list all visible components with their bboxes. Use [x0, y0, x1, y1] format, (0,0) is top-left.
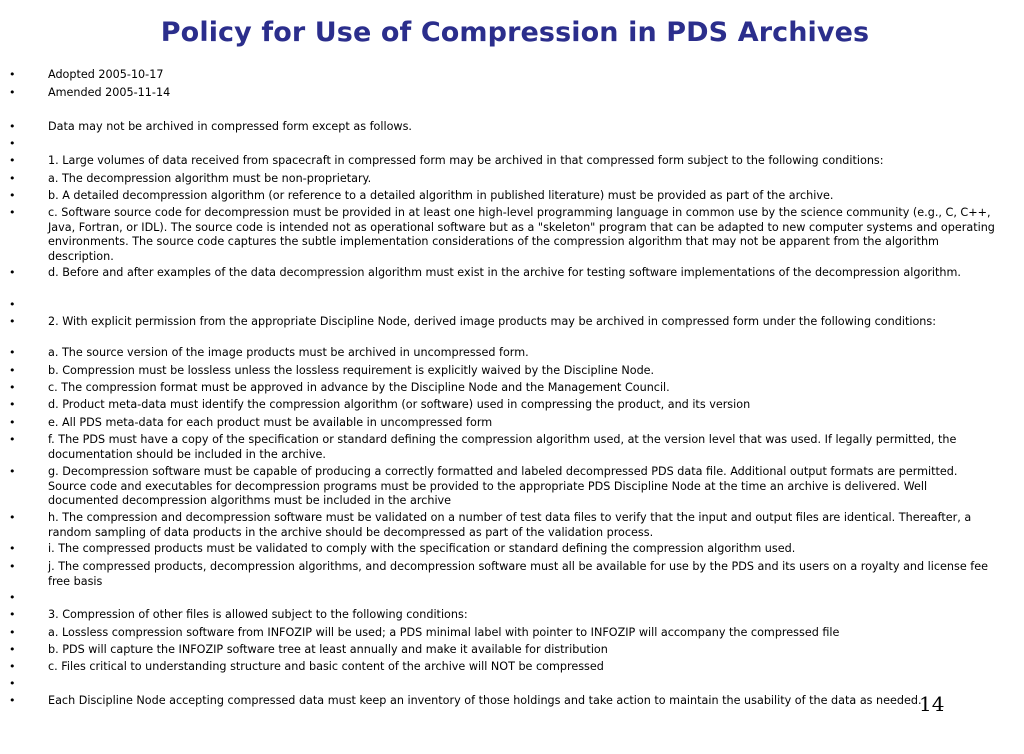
bullet-icon: •: [9, 346, 16, 359]
bullet-icon: •: [9, 677, 16, 690]
list-item-text: a. Lossless compression software from INFOZIP will be used; a PDS minimal label with pointer to INFOZIP will accompany the compressed file: [48, 626, 840, 639]
page-title: Policy for Use of Compression in PDS Archives: [160, 17, 870, 48]
list-item-text: h. The compression and decompression software must be validated on a number of test data files to verify that the input and output files are identical. Thereafter, a random sampling of data products in the archive should be decompressed as part of the validation process.: [48, 511, 972, 539]
bullet-icon: •: [9, 465, 16, 478]
list-item-text: c. Software source code for decompression must be provided in at least one high-level programming language in common use by the science community (e.g., C, C++, Java, Fortran, or IDL). The source code is intended not as operational software but as a "skeleton" program that can be adapted to new computer systems and operating environments. The source code captures the subtle implementation considerations of the compression algorithm that may not be apparent from the algorithm description.: [48, 206, 995, 263]
bullet-icon: •: [9, 298, 16, 311]
bullet-icon: •: [9, 560, 16, 573]
bullet-icon: •: [9, 433, 16, 446]
list-item-text: a. The source version of the image products must be archived in uncompressed form.: [48, 346, 529, 359]
list-item-text: b. A detailed decompression algorithm (or reference to a detailed algorithm in published literature) must be provided as part of the archive.: [48, 189, 834, 202]
bullet-icon: •: [9, 154, 16, 167]
list-item-text: e. All PDS meta-data for each product must be available in uncompressed form: [48, 416, 493, 429]
list-item-text: i. The compressed products must be validated to comply with the specification or standard defining the compression algorithm used.: [48, 542, 796, 555]
bullet-icon: •: [9, 511, 16, 524]
bullet-icon: •: [9, 206, 16, 219]
list-item-text: f. The PDS must have a copy of the specification or standard defining the compression algorithm used, at the version level that was used. If legally permitted, the documentation should be included in the archive.: [48, 433, 957, 461]
page-number: 14: [919, 692, 945, 716]
bullet-icon: •: [9, 189, 16, 202]
bullet-icon: •: [9, 266, 16, 279]
bullet-icon: •: [9, 660, 16, 673]
bullet-icon: •: [9, 398, 16, 411]
bullet-icon: •: [9, 315, 16, 328]
bullet-icon: •: [9, 68, 16, 81]
bullet-icon: •: [9, 381, 16, 394]
list-item-text: b. Compression must be lossless unless the lossless requirement is explicitly waived by the Discipline Node.: [48, 364, 655, 377]
list-item-text: d. Before and after examples of the data decompression algorithm must exist in the archive for testing software implementations of the decompression algorithm.: [48, 266, 961, 279]
bullet-icon: •: [9, 542, 16, 555]
list-item-text: 1. Large volumes of data received from spacecraft in compressed form may be archived in that compressed form subject to the following conditions:: [48, 154, 884, 167]
list-item-text: g. Decompression software must be capable of producing a correctly formatted and labeled decompressed PDS data file. Additional output formats are permitted. Source code and executables for decompression programs must be provided to the appropriate PDS Discipline Node at the time an archive is delivered. Well documented decompression algorithms must be included in the archive: [48, 465, 958, 507]
list-item-text: b. PDS will capture the INFOZIP software tree at least annually and make it available for distribution: [48, 643, 608, 656]
bullet-icon: •: [9, 120, 16, 133]
list-item-text: 2. With explicit permission from the appropriate Discipline Node, derived image products may be archived in compressed form under the following conditions:: [48, 315, 936, 328]
list-item-text: c. Files critical to understanding structure and basic content of the archive will NOT be compressed: [48, 660, 604, 673]
bullet-icon: •: [9, 643, 16, 656]
list-item-text: Amended 2005-11-14: [48, 86, 171, 99]
bullet-icon: •: [9, 86, 16, 99]
list-item-text: c. The compression format must be approved in advance by the Discipline Node and the Management Council.: [48, 381, 670, 394]
bullet-icon: •: [9, 626, 16, 639]
bullet-icon: •: [9, 364, 16, 377]
list-item-text: 3. Compression of other files is allowed subject to the following conditions:: [48, 608, 468, 621]
bullet-icon: •: [9, 416, 16, 429]
list-item-text: j. The compressed products, decompression algorithms, and decompression software must all be available for use by the PDS and its users on a royalty and license fee free basis: [48, 560, 988, 588]
bullet-icon: •: [9, 172, 16, 185]
list-item-text: Adopted 2005-10-17: [48, 68, 164, 81]
list-item-text: Data may not be archived in compressed form except as follows.: [48, 120, 412, 133]
bullet-icon: •: [9, 591, 16, 604]
bullet-icon: •: [9, 694, 16, 707]
list-item-text: a. The decompression algorithm must be non-proprietary.: [48, 172, 372, 185]
bullet-icon: •: [9, 137, 16, 150]
bullet-icon: •: [9, 608, 16, 621]
list-item-text: d. Product meta-data must identify the compression algorithm (or software) used in compressing the product, and its version: [48, 398, 751, 411]
list-item-text: Each Discipline Node accepting compressed data must keep an inventory of those holdings and take action to maintain the usability of the data as needed.: [48, 694, 922, 707]
